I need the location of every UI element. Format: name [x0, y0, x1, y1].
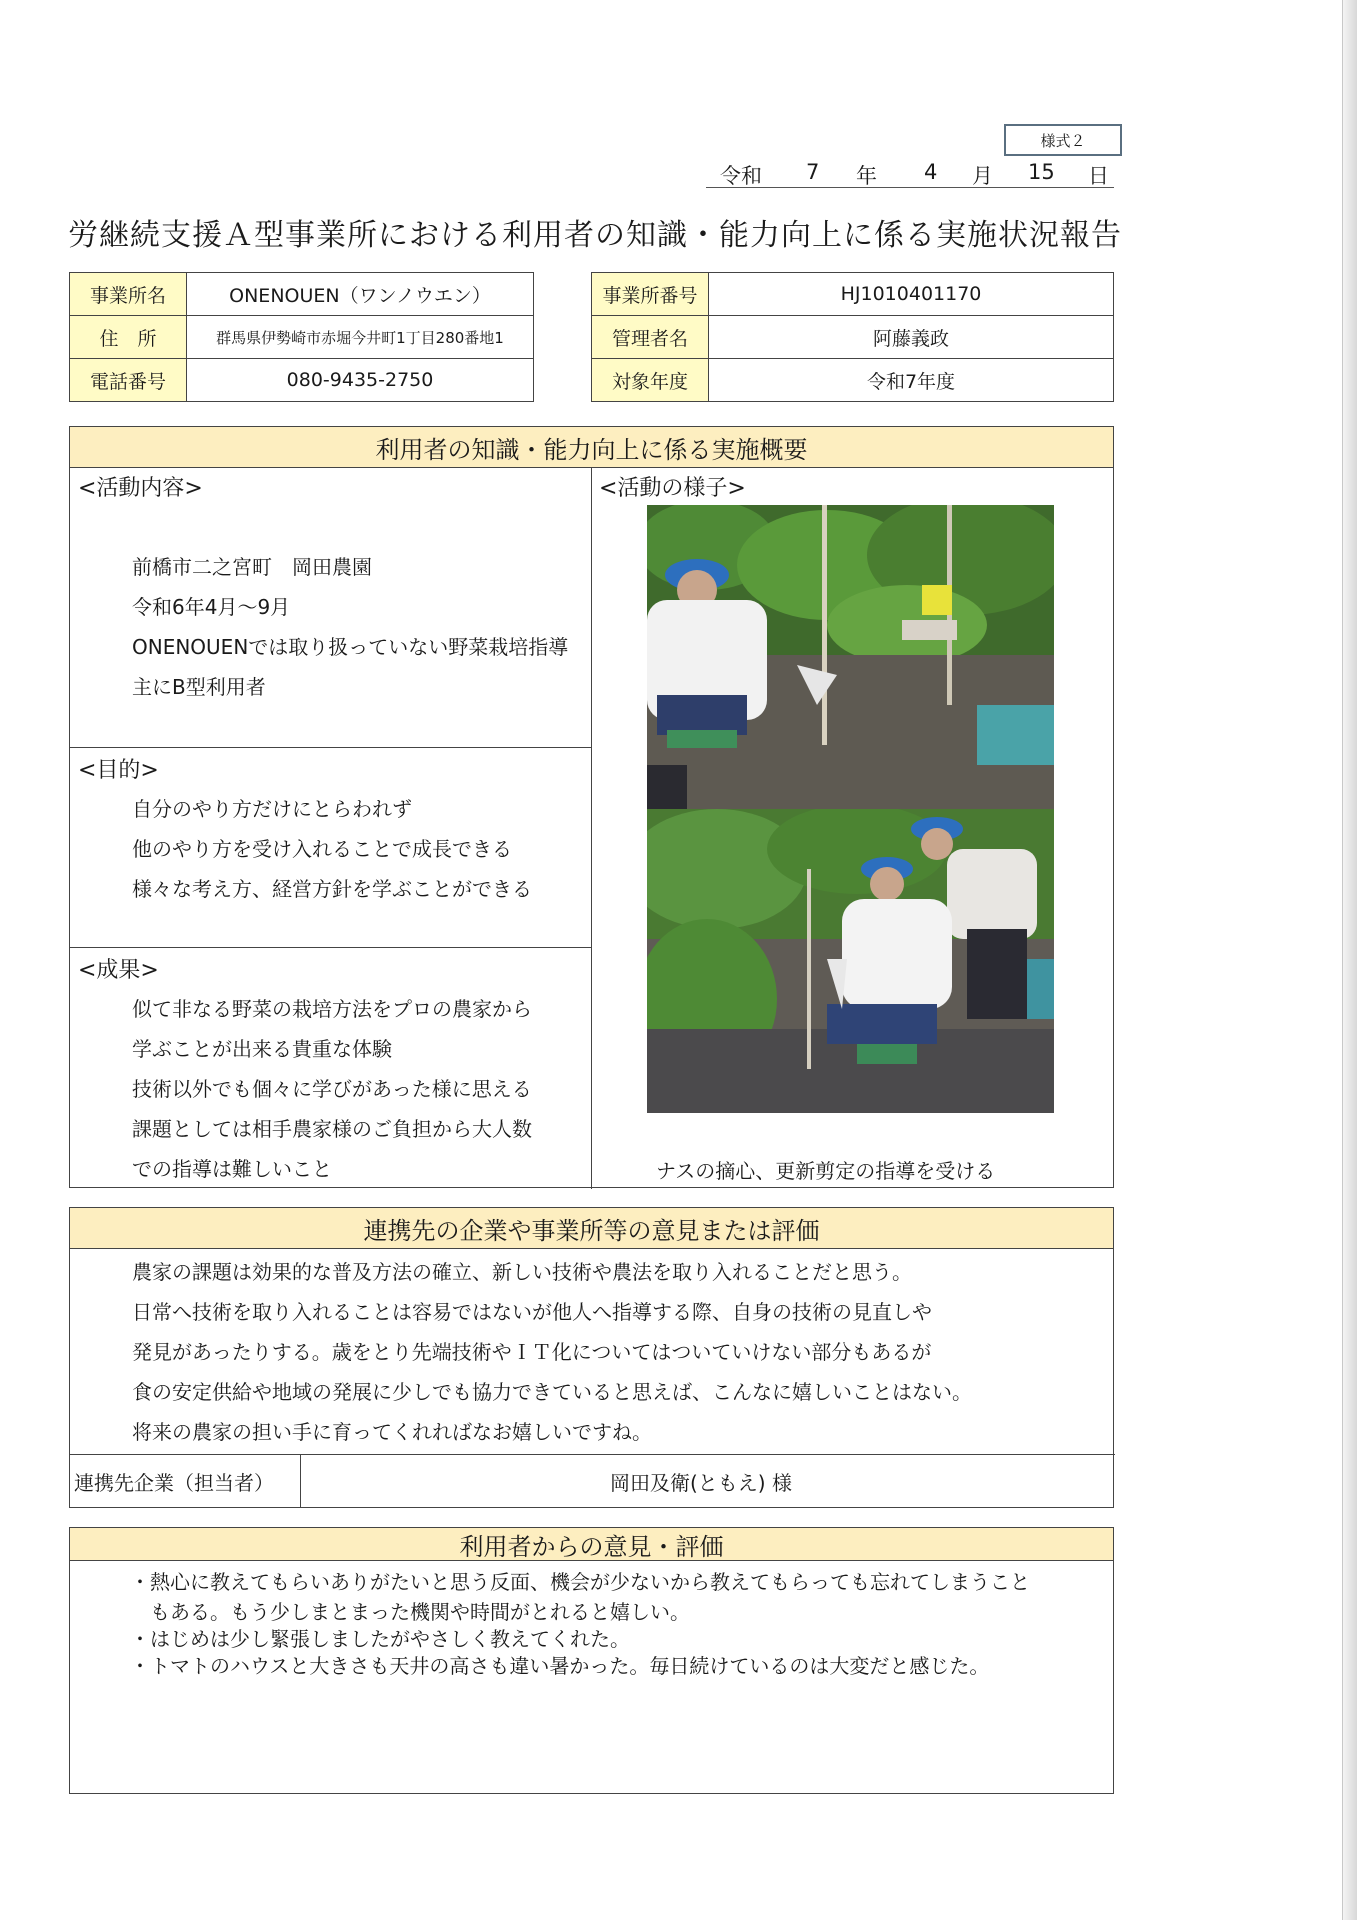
user-feedback-section [69, 1527, 1114, 1794]
form-number-box [1004, 124, 1122, 156]
row-divider [70, 747, 591, 748]
table-row [592, 316, 1114, 359]
phone-value: 080-9435-2750 [187, 359, 534, 402]
table-row [70, 359, 534, 402]
result-line: 似て非なる野菜の栽培方法をプロの農家から [132, 997, 532, 1021]
user-feedback-line: もある。もう少しまとまった機関や時間がとれると嬉しい。 [130, 1600, 690, 1624]
partner-comment-line: 日常へ技術を取り入れることは容易ではないが他人へ指導する際、自身の技術の見直しや [132, 1300, 932, 1324]
result-label: <成果> [78, 958, 159, 983]
office-name-label: 事業所名 [70, 273, 187, 316]
result-line: での指導は難しいこと [132, 1157, 332, 1181]
partner-comment-line: 食の安定供給や地域の発展に少しでも協力できていると思えば、こんなに嬉しいことはない。 [132, 1380, 972, 1404]
table-row [70, 273, 534, 316]
purpose-label: <目的> [78, 758, 159, 783]
row-divider [70, 947, 591, 948]
row-divider [70, 1454, 1115, 1455]
partner-evaluation-section [69, 1207, 1114, 1508]
page-edge [1342, 0, 1357, 1920]
date-month: 4 [924, 160, 938, 184]
partner-evaluation-header: 連携先の企業や事業所等の意見または評価 [70, 1208, 1113, 1249]
date-year-unit: 年 [856, 164, 877, 188]
date-era: 令和 [720, 164, 762, 188]
user-feedback-line: ・はじめは少し緊張しましたがやさしく教えてくれた。 [130, 1627, 630, 1651]
page-title: 労継続支援Ａ型事業所における利用者の知識・能力向上に係る実施状況報告 [68, 218, 1122, 253]
purpose-line: 様々な考え方、経営方針を学ぶことができる [132, 877, 532, 901]
purpose-line: 他のやり方を受け入れることで成長できる [132, 837, 512, 861]
date-year: 7 [806, 160, 820, 184]
user-feedback-line: ・トマトのハウスと大きさも天井の高さも違い暑かった。毎日続けているのは大変だと感じた。 [130, 1654, 990, 1678]
activity-label: <活動内容> [78, 476, 203, 501]
result-line: 技術以外でも個々に学びがあった様に思える [132, 1077, 532, 1101]
partner-comment-line: 発見があったりする。歳をとり先端技術やＩＴ化についてはついていけない部分もあるが [132, 1340, 932, 1364]
date-day-unit: 日 [1088, 164, 1109, 188]
office-id-table [591, 272, 1114, 402]
farm-photo-bottom [647, 809, 1054, 1113]
fiscal-year-value: 令和7年度 [709, 359, 1114, 402]
table-row [592, 273, 1114, 316]
activity-line: ONENOUENでは取り扱っていない野菜栽培指導 [132, 635, 569, 659]
result-line: 学ぶことが出来る貴重な体験 [132, 1037, 392, 1061]
date-day: 15 [1028, 160, 1055, 184]
table-row [592, 359, 1114, 402]
manager-value: 阿藤義政 [709, 316, 1114, 359]
user-feedback-line: ・熱心に教えてもらいありがたいと思う反面、機会が少ないから教えてもらっても忘れてしまうこと [130, 1570, 1030, 1594]
activity-scene-label: <活動の様子> [599, 476, 746, 501]
partner-comment-line: 農家の課題は効果的な普及方法の確立、新しい技術や農法を取り入れることだと思う。 [132, 1260, 912, 1284]
purpose-line: 自分のやり方だけにとらわれず [132, 797, 412, 821]
office-info-table [69, 272, 534, 402]
fiscal-year-label: 対象年度 [592, 359, 709, 402]
address-label: 住 所 [70, 316, 187, 359]
manager-label: 管理者名 [592, 316, 709, 359]
result-line: 課題としては相手農家様のご負担から大人数 [132, 1117, 532, 1141]
phone-label: 電話番号 [70, 359, 187, 402]
column-divider [300, 1454, 301, 1507]
office-number-label: 事業所番号 [592, 273, 709, 316]
photo-caption: ナスの摘心、更新剪定の指導を受ける [656, 1159, 996, 1183]
user-feedback-header: 利用者からの意見・評価 [70, 1528, 1113, 1561]
table-row [70, 316, 534, 359]
implementation-summary-header: 利用者の知識・能力向上に係る実施概要 [70, 427, 1113, 468]
partner-company-label: 連携先企業（担当者） [74, 1471, 274, 1495]
office-name-value: ONENOUEN（ワンノウエン） [187, 273, 534, 316]
office-number-value: HJ1010401170 [709, 273, 1114, 316]
form-number: 様式２ [1040, 131, 1086, 150]
partner-comment-line: 将来の農家の担い手に育ってくれればなお嬉しいですね。 [132, 1420, 652, 1444]
date-month-unit: 月 [972, 164, 993, 188]
activity-line: 令和6年4月～9月 [132, 595, 291, 619]
date-line [706, 158, 1114, 188]
farm-photo-top [647, 505, 1054, 809]
address-value: 群馬県伊勢崎市赤堀今井町1丁目280番地1 [187, 316, 534, 359]
activity-line: 前橋市二之宮町 岡田農園 [132, 555, 372, 579]
column-divider [591, 467, 592, 1189]
partner-company-value: 岡田及衛(ともえ) 様 [610, 1471, 792, 1495]
activity-line: 主にB型利用者 [132, 675, 266, 699]
implementation-summary-section [69, 426, 1114, 1188]
